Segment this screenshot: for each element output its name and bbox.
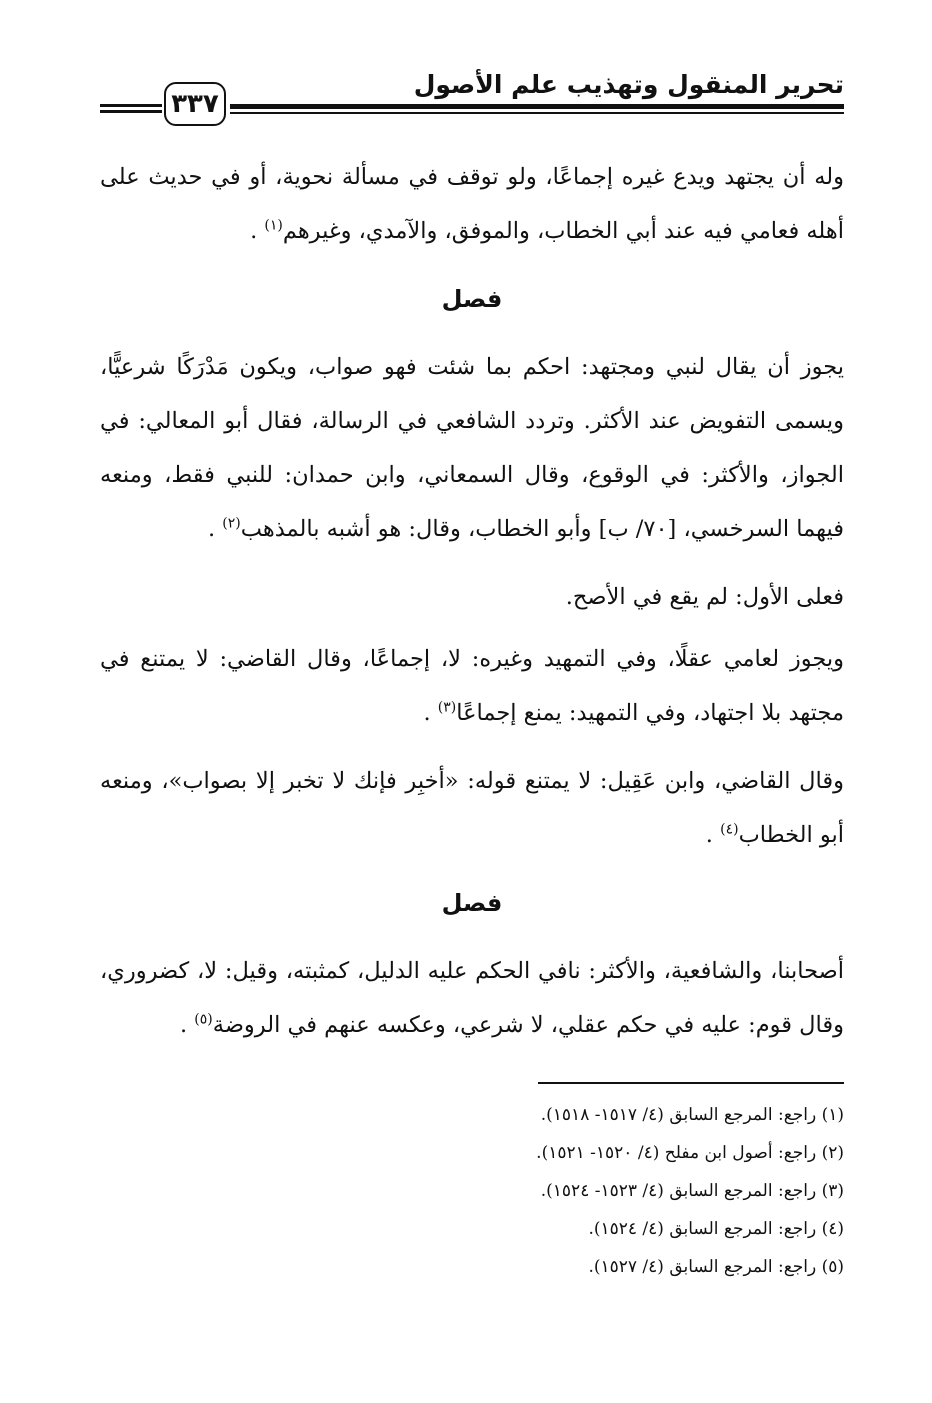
footnote-1: (١) راجع: المرجع السابق (٤/ ١٥١٧- ١٥١٨). — [540, 1105, 844, 1125]
header-rule-left-bottom — [100, 110, 162, 113]
book-title: تحرير المنقول وتهذيب علم الأصول — [413, 70, 844, 99]
paragraph-end: . — [705, 822, 713, 848]
footnote-3: (٣) راجع: المرجع السابق (٤/ ١٥٢٣- ١٥٢٤). — [540, 1181, 844, 1201]
section-heading: فصل — [441, 889, 503, 917]
footnote-ref: (٣) — [437, 699, 457, 716]
footnote-ref: (٢) — [222, 515, 241, 532]
footnote-ref: (١) — [264, 217, 283, 234]
footnotes — [100, 1096, 844, 1286]
paragraph-text: ويجوز لعامي عقلًا، وفي التمهيد وغيره: لا، إجماعًا، وقال القاضي: لا يمتنع في مجتهد بلا اجتهاد، وفي التمهيد: يمنع إجماعًا — [100, 646, 844, 726]
paragraph-text: وله أن يجتهد ويدع غيره إجماعًا، ولو توقف في مسألة نحوية، أو في حديث على أهله فعامي فيه عند أبي الخطاب، والموفق، والآمدي، وغيرهم — [100, 164, 844, 244]
footnote-2: (٢) راجع: أصول ابن مفلح (٤/ ١٥٢٠- ١٥٢١). — [536, 1143, 844, 1163]
paragraph-6 — [100, 944, 844, 1052]
footnote-4: (٤) راجع: المرجع السابق (٤/ ١٥٢٤). — [588, 1219, 844, 1239]
footnote-ref: (٥) — [194, 1011, 213, 1028]
paragraph-end: . — [179, 1012, 188, 1038]
main-text — [100, 150, 844, 1066]
footnote-separator — [538, 1082, 844, 1084]
paragraph-end: . — [207, 516, 216, 542]
footnote-5: (٥) راجع: المرجع السابق (٤/ ١٥٢٧). — [588, 1257, 844, 1277]
header-rule-thin — [230, 112, 844, 114]
paragraph-2 — [100, 340, 844, 556]
paragraph-end: . — [423, 700, 431, 726]
paragraph-1 — [100, 150, 844, 258]
page-number: ٣٣٧ — [164, 82, 226, 126]
page-header — [100, 60, 844, 130]
paragraph-text: أصحابنا، والشافعية، والأكثر: نافي الحكم عليه الدليل، كمثبته، وقيل: لا، كضروري، وقال قوم: عليه في حكم عقلي، لا شرعي، وعكسه عنهم في الروضة — [100, 958, 844, 1038]
header-rule-left-top — [100, 104, 162, 107]
paragraph-end: . — [250, 218, 258, 244]
paragraph-text: يجوز أن يقال لنبي ومجتهد: احكم بما شئت فهو صواب، ويكون مَدْرَكًا شرعيًّا، ويسمى التفويض عند الأكثر. وتردد الشافعي في الرسالة، فقال أبو المعالي: في الجواز، والأكثر: في الوقوع، وقال السمعاني، وابن حمدان: للنبي فقط، ومنعه فيهما السرخسي، [٧٠/ ب] وأبو الخطاب، وقال: هو أشبه بالمذهب — [100, 354, 844, 542]
paragraph-3: فعلى الأول: لم يقع في الأصح. — [565, 584, 844, 610]
section-heading: فصل — [441, 285, 503, 313]
paragraph-text: وقال القاضي، وابن عَقِيل: لا يمتنع قوله: «أخبِر فإنك لا تخبر إلا بصواب»، ومنعه أبو الخطاب — [100, 768, 844, 848]
paragraph-4 — [100, 632, 844, 740]
paragraph-5 — [100, 754, 844, 862]
header-rule-thick — [230, 104, 844, 109]
footnote-ref: (٤) — [720, 821, 739, 838]
